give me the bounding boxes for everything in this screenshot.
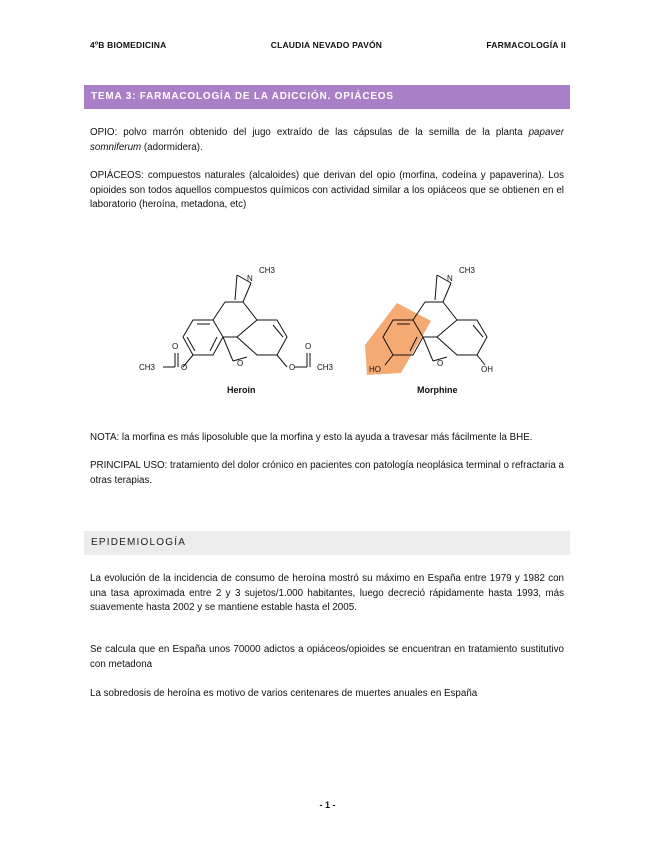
heroin-right-ch3-label: CH3 [317,363,334,372]
heroin-structure [163,275,310,367]
opio-suffix: (adormidera). [141,141,203,153]
section-title-banner: TEMA 3: FARMACOLOGÍA DE LA ADICCIÓN. OPIÁCEOS [84,85,570,109]
heroin-n-label: N [247,274,253,283]
header-author: CLAUDIA NEVADO PAVÓN [270,40,383,50]
opio-text: OPIO: polvo marrón obtenido del jugo extraído de las cápsulas de la semilla de la planta [90,127,529,138]
morphine-ring-o-label: O [437,359,444,368]
heroin-left-ch3-label: CH3 [139,363,156,372]
morphine-ch3-label: CH3 [459,266,476,275]
epidemiology-banner: EPIDEMIOLOGÍA [84,531,570,555]
heroin-morphine-structures-figure [125,245,535,410]
opiaceos-definition: OPIÁCEOS: compuestos naturales (alcaloides) que derivan del opio (morfina, codeína y papaverina). Los opioides son todos aquellos compuestos químicos con actividad similar a los opiáceos que se obtienen en el laboratorio (heroína, metadona, etc) [90,170,564,210]
opio-species: papaver somniferum [90,127,564,153]
header-course: 4ºB BIOMEDICINA [90,40,167,50]
header-subject: FARMACOLOGÍA II [486,40,566,50]
nota-paragraph: NOTA: la morfina es más liposoluble que la morfina y esto la ayuda a travesar más fácilmente la BHE. [90,432,533,443]
opio-definition [90,126,564,155]
morphine-n-label: N [447,274,453,283]
epidemiology-paragraph-3: La sobredosis de heroína es motivo de varios centenares de muertes anuales en España [90,688,478,699]
heroin-ring-o-label: O [237,359,244,368]
uso-paragraph: PRINCIPAL USO: tratamiento del dolor crónico en pacientes con patología neoplásica terminal o refractaria a otras terapias. [90,460,564,486]
heroin-right-ester-o-label: O [289,363,296,372]
heroin-label: Heroin [227,385,256,395]
heroin-ch3-label: CH3 [259,266,276,275]
morphine-oh-label: OH [481,365,493,374]
page-number: - 1 - [319,800,336,810]
epidemiology-paragraph-2: Se calcula que en España unos 70000 adictos a opiáceos/opioides se encuentran en tratamiento sustitutivo con metadona [90,644,564,670]
heroin-right-o-label: O [305,342,312,351]
heroin-left-ester-o-label: O [181,363,188,372]
epidemiology-paragraph-1: La evolución de la incidencia de consumo de heroína mostró su máximo en España entre 1979 y 1982 con una tasa aproximada entre 2 y 3 sujetos/1.000 habitantes, luego decreció rápidamente hasta 1993, más suavemente hasta 2002 y se mantiene estable hasta el 2005. [90,573,564,613]
heroin-left-o-label: O [172,342,179,351]
morphine-ho-label: HO [369,365,381,374]
morphine-label: Morphine [417,385,458,395]
running-header [90,40,566,50]
